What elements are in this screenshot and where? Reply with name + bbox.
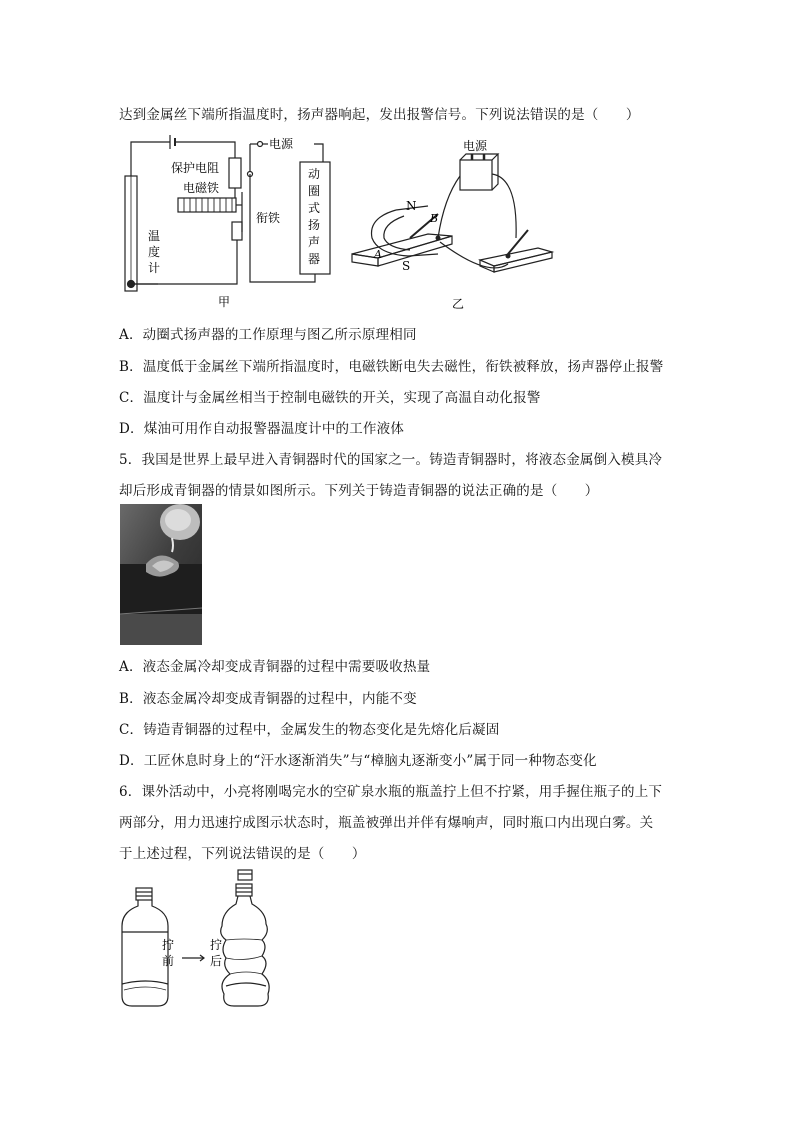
label-speaker-1: 动	[308, 167, 321, 181]
q6-stem-2: 两部分，用力迅速拧成图示状态时，瓶盖被弹出并伴有爆响声，同时瓶口内出现白雾。关	[119, 815, 654, 831]
label-power-yi: 电源	[463, 139, 488, 153]
label-after-2: 后	[210, 954, 223, 968]
label-speaker-5: 声	[308, 235, 321, 249]
q4-option-b: B．温度低于金属丝下端所指温度时，电磁铁断电失去磁性，衔铁被释放，扬声器停止报警	[119, 359, 664, 375]
q5-option-d: D．工匠休息时身上的“汗水逐渐消失”与“樟脑丸逐渐变小”属于同一种物态变化	[119, 753, 597, 769]
q5-option-b: B．液态金属冷却变成青铜器的过程中，内能不变	[119, 691, 417, 707]
label-speaker-2: 圈	[308, 184, 321, 198]
label-thermo-1: 温	[148, 229, 161, 243]
figure-jia-circuit	[118, 132, 338, 312]
q5-stem-2: 却后形成青铜器的情景如图所示。下列关于铸造青铜器的说法正确的是（ ）	[119, 483, 599, 499]
label-speaker-6: 器	[308, 252, 321, 266]
label-power-jia: 电源	[269, 137, 294, 151]
label-resistor: 保护电阻	[171, 161, 220, 175]
q5-option-a: A．液态金属冷却变成青铜器的过程中需要吸收热量	[119, 659, 431, 675]
q5-stem-1: 5．我国是世界上最早进入青铜器时代的国家之一。铸造青铜器时，将液态金属倒入模具冷	[119, 452, 663, 468]
q5-casting-photo	[120, 504, 202, 645]
caption-jia: 甲	[218, 295, 231, 309]
label-A: A	[374, 248, 382, 261]
q6-stem-3: 于上述过程，下列说法错误的是（ ）	[119, 846, 366, 862]
label-after-1: 拧	[210, 938, 223, 952]
q4-option-a: A．动圈式扬声器的工作原理与图乙所示原理相同	[119, 327, 417, 343]
label-thermo-3: 计	[148, 261, 161, 275]
label-B: B	[430, 212, 439, 225]
figure-yi-apparatus	[348, 138, 558, 314]
label-thermo-2: 度	[148, 245, 161, 259]
label-before-2: 前	[162, 954, 175, 968]
q5-option-c: C．铸造青铜器的过程中，金属发生的物态变化是先熔化后凝固	[119, 722, 500, 738]
label-armature: 衔铁	[256, 211, 281, 225]
q6-stem-1: 6．课外活动中，小亮将刚喝完水的空矿泉水瓶的瓶盖拧上但不拧紧，用手握住瓶子的上下	[119, 784, 663, 800]
caption-yi: 乙	[452, 297, 465, 311]
label-speaker-3: 式	[308, 201, 321, 215]
q4-option-c: C．温度计与金属丝相当于控制电磁铁的开关，实现了高温自动化报警	[119, 390, 541, 406]
label-speaker-4: 扬	[308, 218, 321, 232]
label-before-1: 拧	[162, 938, 175, 952]
label-S: S	[402, 259, 411, 273]
label-electromagnet: 电磁铁	[183, 181, 220, 195]
label-N: N	[406, 199, 417, 213]
q4-stem: 达到金属丝下端所指温度时，扬声器响起，发出报警信号。下列说法错误的是（ ）	[119, 107, 640, 123]
q4-option-d: D．煤油可用作自动报警器温度计中的工作液体	[119, 421, 405, 437]
q6-bottle-figure	[118, 866, 278, 1012]
